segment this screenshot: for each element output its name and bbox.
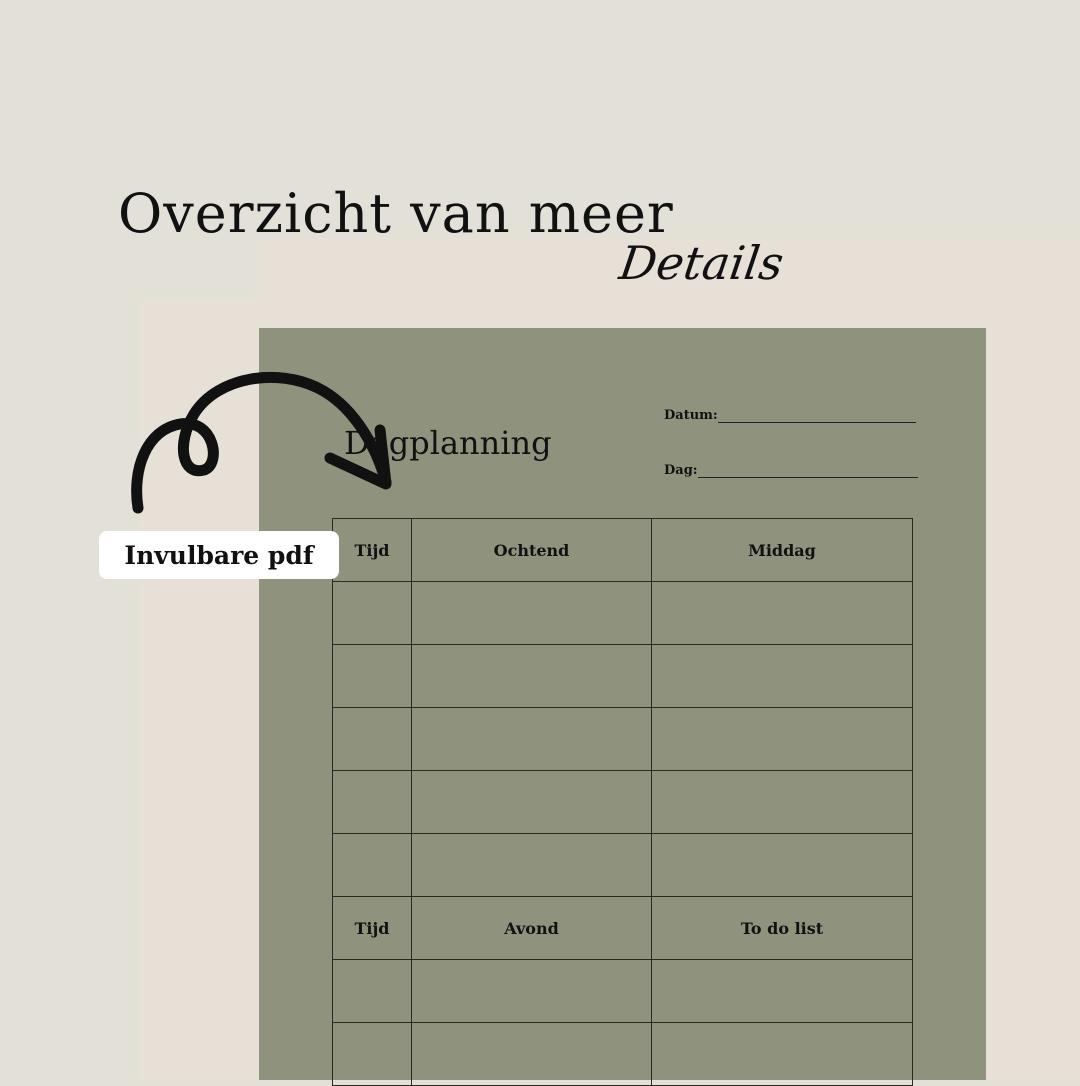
table-cell[interactable] (412, 834, 652, 897)
table-cell[interactable] (652, 582, 913, 645)
date-label: Datum: (664, 408, 718, 423)
date-field[interactable] (664, 408, 916, 423)
day-line[interactable] (698, 465, 918, 478)
table-row[interactable] (333, 771, 913, 834)
header-time: Tijd (333, 519, 412, 582)
curved-arrow-icon (118, 360, 418, 530)
table-header-row (333, 897, 913, 960)
table-cell[interactable] (652, 834, 913, 897)
table-row[interactable] (333, 1023, 913, 1086)
table-cell[interactable] (412, 645, 652, 708)
table-cell[interactable] (652, 1023, 913, 1086)
header-time-evening: Tijd (333, 897, 412, 960)
subheadline: Details (616, 236, 787, 290)
day-field[interactable] (664, 463, 918, 478)
table-cell[interactable] (333, 771, 412, 834)
table-cell[interactable] (333, 708, 412, 771)
planner-title: Dagplanning (344, 424, 552, 462)
table-cell[interactable] (652, 708, 913, 771)
day-label: Dag: (664, 463, 698, 478)
table-cell[interactable] (412, 708, 652, 771)
table-cell[interactable] (412, 582, 652, 645)
table-row[interactable] (333, 834, 913, 897)
table-row[interactable] (333, 960, 913, 1023)
table-cell[interactable] (333, 834, 412, 897)
table-cell[interactable] (333, 1023, 412, 1086)
table-cell[interactable] (652, 645, 913, 708)
header-evening: Avond (412, 897, 652, 960)
table-cell[interactable] (652, 771, 913, 834)
table-row[interactable] (333, 582, 913, 645)
date-line[interactable] (718, 410, 916, 423)
headline: Overzicht van meer (118, 182, 674, 245)
table-cell[interactable] (412, 960, 652, 1023)
fillable-pdf-badge: Invulbare pdf (99, 531, 339, 579)
planner-grid (332, 518, 913, 1086)
table-cell[interactable] (333, 582, 412, 645)
table-cell[interactable] (412, 771, 652, 834)
header-morning: Ochtend (412, 519, 652, 582)
table-cell[interactable] (333, 645, 412, 708)
table-cell[interactable] (333, 960, 412, 1023)
table-header-row (333, 519, 913, 582)
table-cell[interactable] (652, 960, 913, 1023)
header-todo: To do list (652, 897, 913, 960)
header-afternoon: Middag (652, 519, 913, 582)
table-row[interactable] (333, 645, 913, 708)
table-row[interactable] (333, 708, 913, 771)
table-cell[interactable] (412, 1023, 652, 1086)
